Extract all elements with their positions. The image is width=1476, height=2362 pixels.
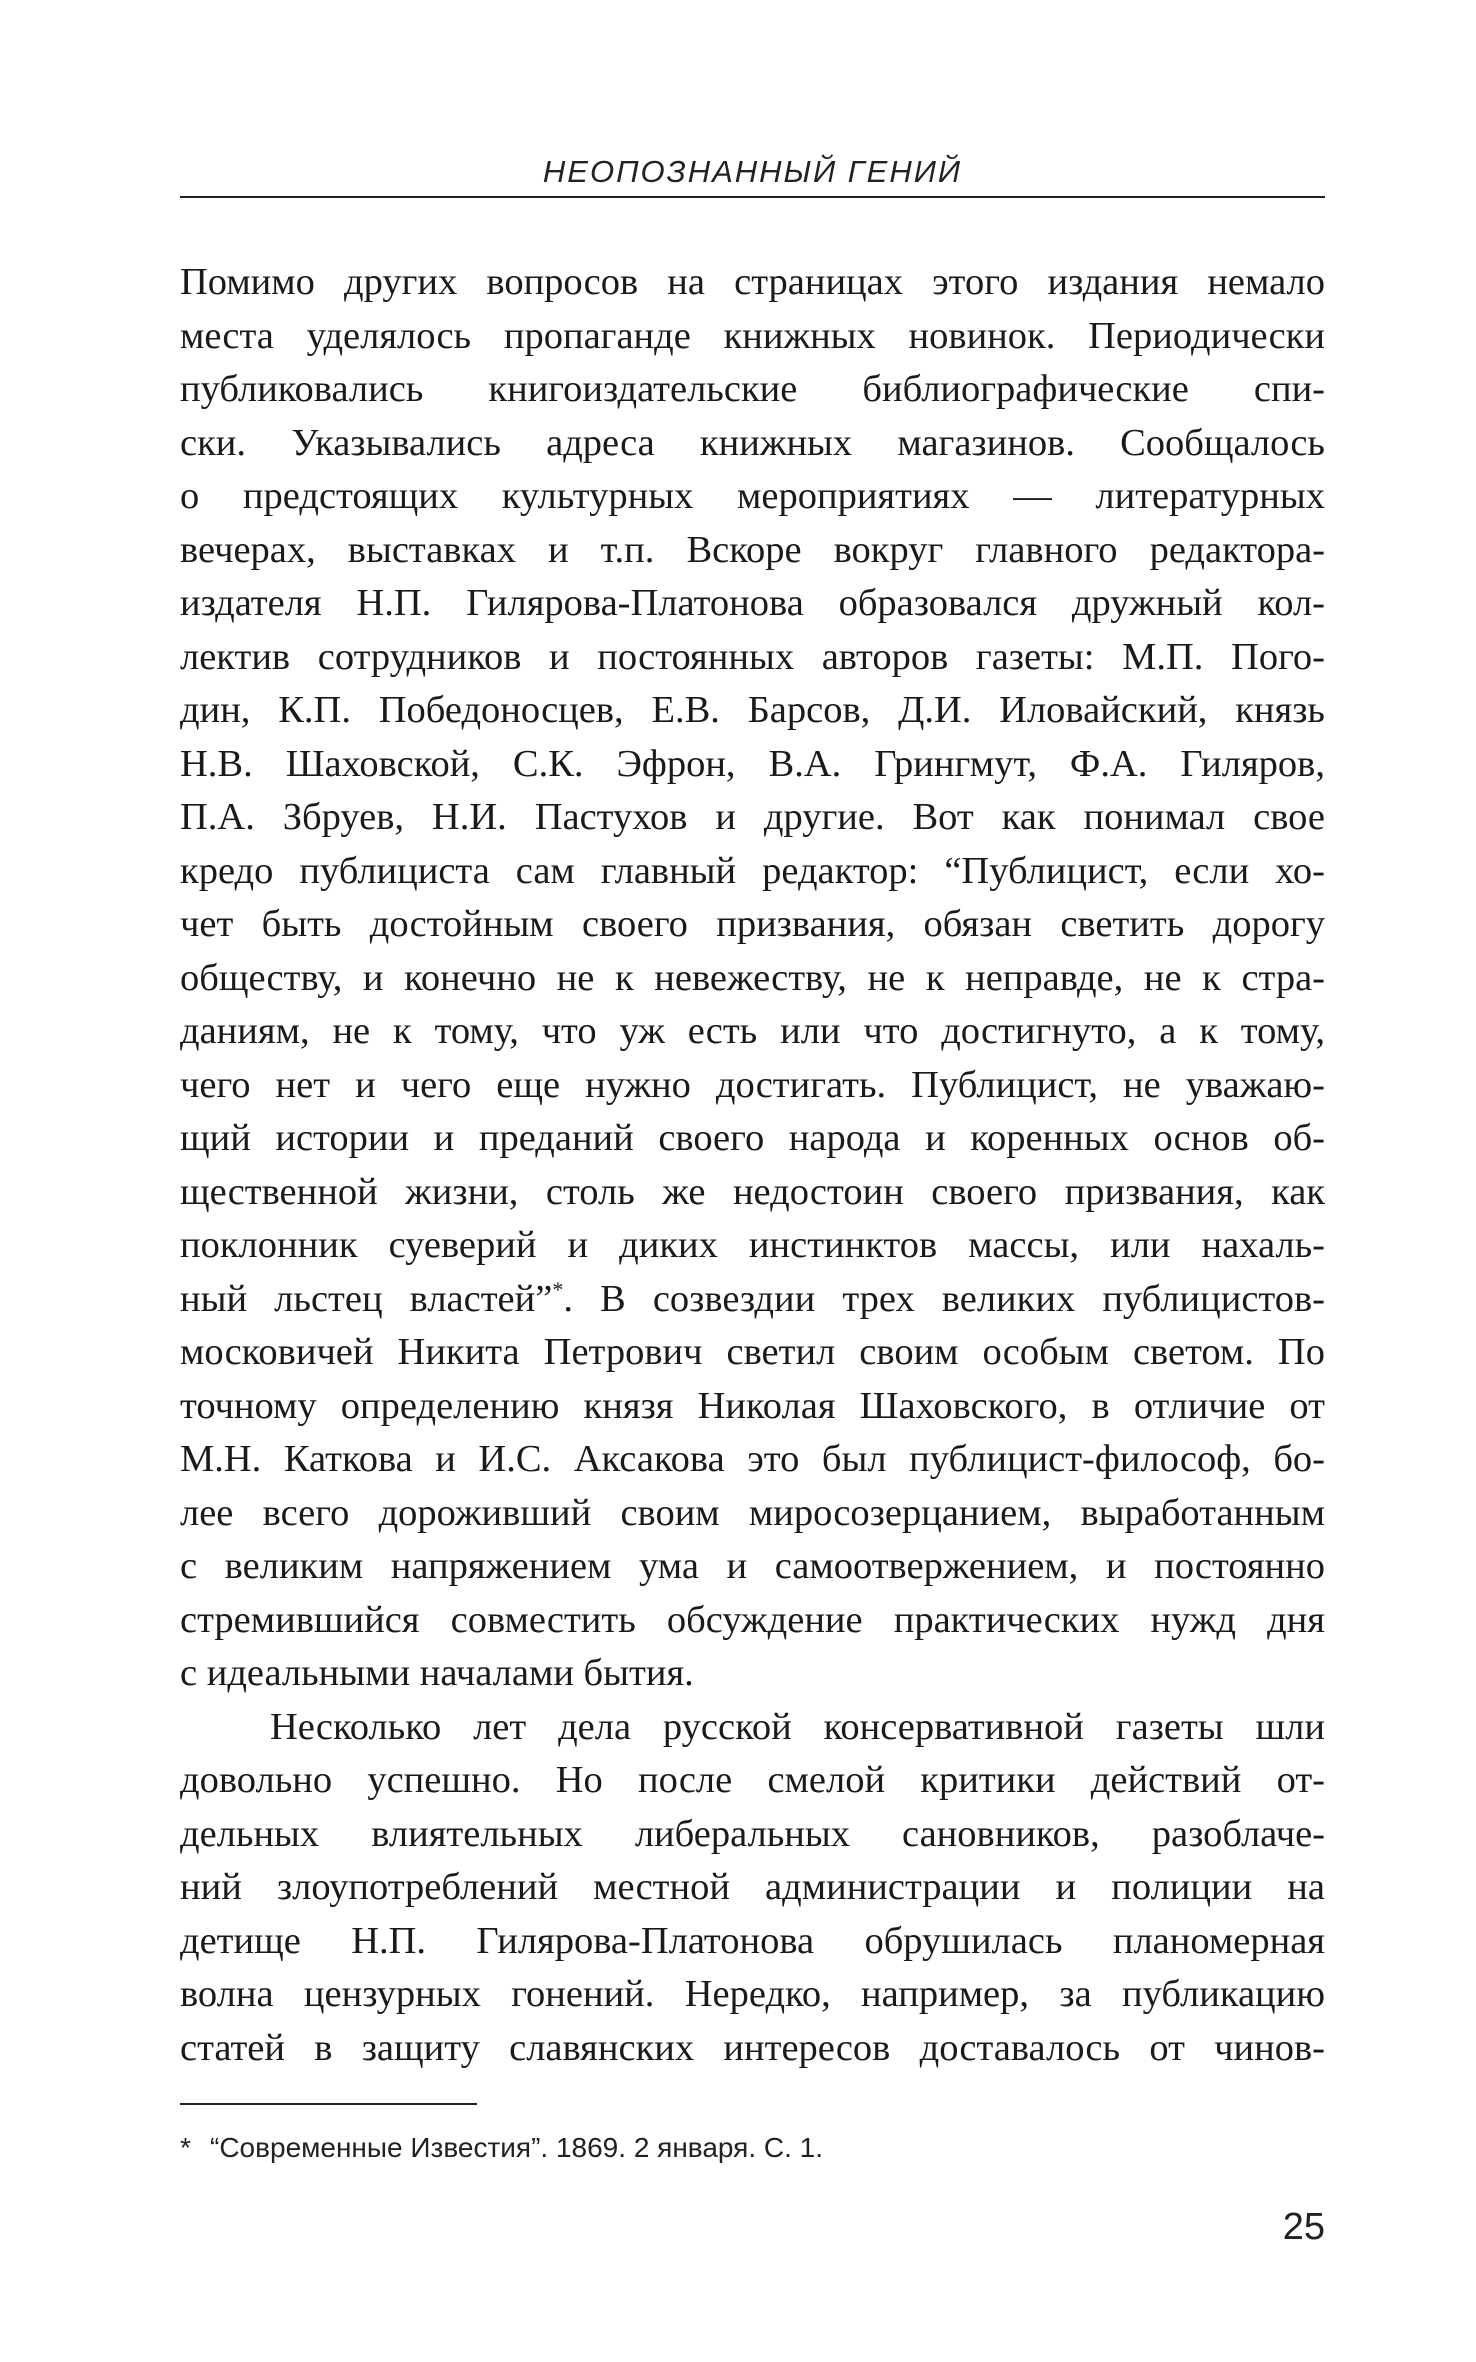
body-line: щий истории и преданий своего народа и коренных основ об-: [180, 1117, 1325, 1159]
body-line: М.Н. Каткова и И.С. Аксакова это был публицист-философ, бо-: [180, 1438, 1325, 1480]
body-line: статей в защиту славянских интересов доставалось от чинов-: [180, 2026, 1325, 2069]
body-line: ски. Указывались адреса книжных магазинов. Сообщалось: [180, 421, 1325, 464]
body-line: вечерах, выставках и т.п. Вскоре вокруг главного редактора-: [180, 528, 1325, 571]
body-line: довольно успешно. Но после смелой критики действий от-: [180, 1759, 1325, 1801]
footnote-reference[interactable]: *: [552, 1276, 564, 1302]
body-line: стремившийся совместить обсуждение практических нужд дня: [180, 1598, 1325, 1641]
body-line: кредо публициста сам главный редактор: “Публицист, если хо-: [180, 849, 1325, 892]
body-line: дин, К.П. Победоносцев, Е.В. Барсов, Д.И. Иловайский, князь: [180, 689, 1325, 731]
body-text: [180, 256, 1325, 2075]
body-line: московичей Никита Петрович светил своим особым светом. По: [180, 1331, 1325, 1373]
body-line: щественной жизни, столь же недостоин своего призвания, как: [180, 1170, 1325, 1213]
header-rule: [180, 196, 1325, 198]
body-line: обществу, и конечно не к невежеству, не к неправде, не к стра-: [180, 956, 1325, 999]
body-line: места уделялось пропаганде книжных новинок. Периодически: [180, 314, 1325, 357]
body-line: Н.В. Шаховской, С.К. Эфрон, В.А. Грингмут, Ф.А. Гиляров,: [180, 742, 1325, 785]
body-line: издателя Н.П. Гилярова-Платонова образовался дружный кол-: [180, 582, 1325, 624]
body-line: лектив сотрудников и постоянных авторов газеты: М.П. Пого-: [180, 635, 1325, 678]
body-line: с великим напряжением ума и самоотвержением, и постоянно: [180, 1545, 1325, 1587]
footnote: [180, 2128, 1325, 2168]
line-continuation: . В созвездии трех великих публицистов-: [563, 1277, 1325, 1320]
body-line: П.А. Збруев, Н.И. Пастухов и другие. Вот как понимал свое: [180, 796, 1325, 838]
body-line: точному определению князя Николая Шаховского, в отличие от: [180, 1384, 1325, 1427]
body-line: ний злоупотреблений местной администрации и полиции на: [180, 1866, 1325, 1908]
paragraph-end-line: с идеальными началами бытия.: [180, 1652, 694, 1694]
page-number: 25: [1282, 2206, 1325, 2248]
body-line: лее всего дороживший своим миросозерцанием, выработанным: [180, 1491, 1325, 1534]
body-line: даниям, не к тому, что уж есть или что достигнуто, а к тому,: [180, 1010, 1325, 1052]
body-line: Помимо других вопросов на страницах этого издания немало: [180, 261, 1325, 303]
quote-end: ный льстец властей”: [180, 1277, 553, 1320]
body-line: поклонник суеверий и диких инстинктов массы, или нахаль-: [180, 1224, 1325, 1266]
footnote-rule: [180, 2103, 477, 2105]
body-line: о предстоящих культурных мероприятиях — литературных: [180, 475, 1325, 517]
paragraph-start-line: Несколько лет дела русской консервативной газеты шли: [270, 1705, 1325, 1748]
body-line: чет быть достойным своего призвания, обязан светить дорогу: [180, 903, 1325, 945]
body-line-with-footnote: [180, 1273, 1325, 1327]
running-head: НЕОПОЗНАННЫЙ ГЕНИЙ: [542, 154, 963, 189]
body-line: дельных влиятельных либеральных сановников, разоблаче-: [180, 1812, 1325, 1855]
body-line: чего нет и чего еще нужно достигать. Публицист, не уважаю-: [180, 1063, 1325, 1106]
footnote-text: “Современные Известия”. 1869. 2 января. С. 1.: [210, 2132, 824, 2163]
footnote-mark: *: [180, 2132, 191, 2163]
body-line: публиковались книгоиздательские библиографические спи-: [180, 368, 1325, 410]
body-line: волна цензурных гонений. Нередко, например, за публикацию: [180, 1973, 1325, 2015]
body-line: детище Н.П. Гилярова-Платонова обрушилась планомерная: [180, 1919, 1325, 1962]
